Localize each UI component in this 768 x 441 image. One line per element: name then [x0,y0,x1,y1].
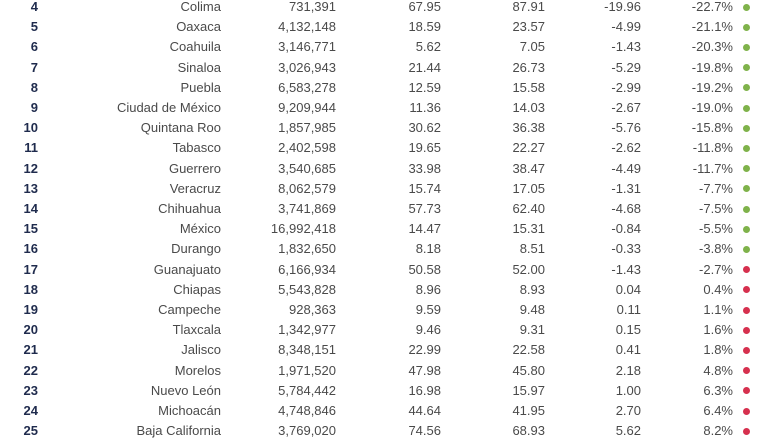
table-row [0,320,768,340]
rate-value-b: 62.40 [512,201,545,216]
rate-value-b: 17.05 [512,180,545,196]
percent-change: -22.7% [691,0,733,14]
rank-cell: 4 [30,0,38,14]
rate-value-b: 23.57 [512,19,545,35]
rate-value-b: 87.91 [512,0,545,14]
status-dot-icon [743,206,750,213]
percent-change: -20.3% [691,39,733,55]
rate-change: -5.76 [611,120,641,136]
state-name: Chihuahua [158,201,221,216]
percent-change: 4.8% [703,362,733,378]
percent-change: -5.5% [699,221,733,237]
population-value: 1,971,520 [278,362,336,378]
table-row [0,98,768,118]
population-value: 1,342,977 [278,322,336,338]
state-name: Guerrero [168,160,221,176]
rate-value-a: 12.59 [408,79,441,95]
population-value: 16,992,418 [270,221,336,237]
state-name: Chiapas [173,281,221,297]
rate-value-a: 9.46 [415,322,441,338]
population-value: 8,062,579 [278,180,336,196]
population-value: 6,166,934 [278,261,336,277]
population-value: 4,748,846 [278,403,336,418]
percent-change: -7.7% [699,180,733,196]
rate-value-b: 7.05 [519,39,545,55]
population-value: 3,026,943 [278,59,336,75]
population-value: 4,132,148 [278,19,336,35]
percent-change: 6.3% [703,382,733,398]
table-row [0,381,768,401]
percent-change: -7.5% [699,201,733,216]
status-dot-icon [743,64,750,71]
rank-cell: 16 [23,241,38,257]
rate-change: 2.70 [615,403,641,418]
rate-change: -2.99 [611,79,641,95]
rate-value-a: 18.59 [408,19,441,35]
state-name: Veracruz [169,180,221,196]
percent-change: 1.1% [703,302,733,317]
rank-cell: 18 [23,281,38,297]
rate-value-b: 9.31 [519,322,545,338]
table-row [0,401,768,421]
table-row [0,179,768,199]
rate-change: -1.43 [611,261,641,277]
status-dot-icon [743,367,750,374]
status-dot-icon [743,84,750,91]
rate-value-a: 14.47 [408,221,441,237]
rate-value-b: 8.51 [519,241,545,257]
percent-change: -19.0% [691,100,733,115]
percent-change: 1.8% [703,342,733,358]
rate-change: -1.43 [611,39,641,55]
rank-cell: 9 [30,100,38,115]
state-name: Colima [180,0,221,14]
rate-value-a: 33.98 [408,160,441,176]
rank-cell: 7 [30,59,38,75]
percent-change: -11.7% [692,160,733,176]
state-name: Michoacán [158,403,221,418]
rate-change: 5.62 [615,423,641,439]
rate-value-a: 5.62 [415,39,441,55]
population-value: 1,832,650 [278,241,336,257]
rate-value-a: 11.36 [409,100,441,115]
population-value: 5,784,442 [278,382,336,398]
rate-value-b: 36.38 [512,120,545,136]
population-value: 6,583,278 [278,79,336,95]
status-dot-icon [743,4,750,11]
rate-change: 0.15 [615,322,641,338]
percent-change: -11.8% [692,140,733,156]
rate-value-b: 41.95 [512,403,545,418]
percent-change: -21.1% [691,19,733,35]
status-dot-icon [743,286,750,293]
state-name: Campeche [158,302,221,317]
rate-change: -4.49 [611,160,641,176]
status-dot-icon [743,307,750,314]
rate-value-b: 15.58 [512,79,545,95]
state-name: Oaxaca [176,19,221,35]
state-name: México [179,221,221,237]
status-dot-icon [743,24,750,31]
state-name: Durango [171,241,221,257]
state-name: Tlaxcala [172,322,221,338]
table-row [0,58,768,78]
state-name: Coahuila [169,39,221,55]
rate-change: 0.11 [616,302,641,317]
population-value: 1,857,985 [278,120,336,136]
percent-change: 8.2% [703,423,733,439]
rate-value-a: 22.99 [408,342,441,358]
rate-change: -2.67 [611,100,641,115]
rank-cell: 23 [23,382,38,398]
rank-cell: 13 [23,180,38,196]
table-row [0,37,768,57]
state-name: Sinaloa [177,59,221,75]
table-row [0,199,768,219]
percent-change: 1.6% [703,322,733,338]
rank-cell: 11 [24,140,38,156]
rate-value-a: 50.58 [408,261,441,277]
status-dot-icon [743,185,750,192]
population-value: 3,769,020 [278,423,336,439]
population-value: 2,402,598 [278,140,336,156]
population-value: 3,741,869 [278,201,336,216]
population-value: 3,146,771 [278,39,336,55]
rank-cell: 19 [23,302,38,317]
rank-cell: 12 [23,160,38,176]
rate-value-a: 16.98 [408,382,441,398]
table-row [0,159,768,179]
status-dot-icon [743,165,750,172]
status-dot-icon [743,226,750,233]
state-name: Baja California [136,423,221,439]
rate-value-b: 15.31 [512,221,545,237]
rate-change: 0.04 [615,281,641,297]
rate-value-b: 14.03 [512,100,545,115]
rate-value-a: 47.98 [408,362,441,378]
rank-cell: 25 [23,423,38,439]
rank-cell: 8 [30,79,38,95]
rate-value-a: 30.62 [408,120,441,136]
rate-change: -1.31 [611,180,641,196]
status-dot-icon [743,387,750,394]
rank-cell: 24 [23,403,38,418]
table-row [0,280,768,300]
state-name: Quintana Roo [140,120,221,136]
rate-change: 2.18 [615,362,641,378]
percent-change: 0.4% [703,281,733,297]
rate-value-a: 8.96 [415,281,441,297]
rate-value-a: 15.74 [408,180,441,196]
rate-value-b: 8.93 [519,281,545,297]
table-row [0,239,768,259]
table-row [0,78,768,98]
population-value: 731,391 [289,0,336,14]
table-row [0,300,768,320]
rate-value-a: 74.56 [408,423,441,439]
rate-value-a: 57.73 [408,201,441,216]
population-value: 928,363 [289,302,336,317]
table-row [0,219,768,239]
percent-change: -2.7% [699,261,733,277]
table-row [0,17,768,37]
status-dot-icon [743,105,750,112]
state-name: Morelos [174,362,221,378]
rate-value-b: 15.97 [512,382,545,398]
status-dot-icon [743,408,750,415]
rate-value-a: 21.44 [408,59,441,75]
table-row [0,421,768,441]
percent-change: -19.8% [691,59,733,75]
rate-value-b: 22.58 [512,342,545,358]
rate-change: 1.00 [615,382,641,398]
rate-value-a: 67.95 [408,0,441,14]
status-dot-icon [743,125,750,132]
rate-value-b: 38.47 [512,160,545,176]
table-row [0,361,768,381]
population-value: 5,543,828 [278,281,336,297]
state-name: Tabasco [172,140,221,156]
rate-change: -0.84 [611,221,641,237]
rate-change: -5.29 [611,59,641,75]
table-row [0,138,768,158]
rate-value-b: 22.27 [512,140,545,156]
rate-value-b: 68.93 [512,423,545,439]
rank-cell: 21 [23,342,38,358]
state-name: Guanajuato [153,261,221,277]
rate-value-a: 9.59 [415,302,441,317]
rank-cell: 17 [23,261,38,277]
percent-change: -3.8% [699,241,733,257]
table-row [0,118,768,138]
rank-cell: 20 [23,322,38,338]
rate-value-b: 52.00 [512,261,545,277]
rank-cell: 6 [30,39,38,55]
status-dot-icon [743,145,750,152]
percent-change: 6.4% [703,403,733,418]
rank-cell: 10 [23,120,38,136]
rate-change: -2.62 [611,140,641,156]
rate-change: -19.96 [604,0,641,14]
rate-change: -0.33 [611,241,641,257]
rank-cell: 14 [23,201,38,216]
rank-cell: 15 [23,221,38,237]
rate-value-a: 19.65 [408,140,441,156]
rate-value-a: 44.64 [408,403,441,418]
state-name: Ciudad de México [116,100,221,115]
status-dot-icon [743,327,750,334]
state-name: Puebla [180,79,221,95]
rank-cell: 5 [30,19,38,35]
percent-change: -19.2% [691,79,733,95]
state-name: Jalisco [181,342,221,358]
rate-value-b: 45.80 [512,362,545,378]
table-row [0,260,768,280]
state-name: Nuevo León [150,382,221,398]
rate-change: 0.41 [615,342,641,358]
rate-value-b: 9.48 [519,302,545,317]
population-value: 8,348,151 [278,342,336,358]
status-dot-icon [743,246,750,253]
rate-value-a: 8.18 [415,241,441,257]
percent-change: -15.8% [691,120,733,136]
rate-value-b: 26.73 [512,59,545,75]
status-dot-icon [743,428,750,435]
table-row [0,0,768,17]
status-dot-icon [743,266,750,273]
population-value: 9,209,944 [278,100,336,115]
status-dot-icon [743,347,750,354]
population-value: 3,540,685 [278,160,336,176]
status-dot-icon [743,44,750,51]
rate-change: -4.99 [611,19,641,35]
table-row [0,340,768,360]
rank-cell: 22 [23,362,38,378]
rate-change: -4.68 [611,201,641,216]
